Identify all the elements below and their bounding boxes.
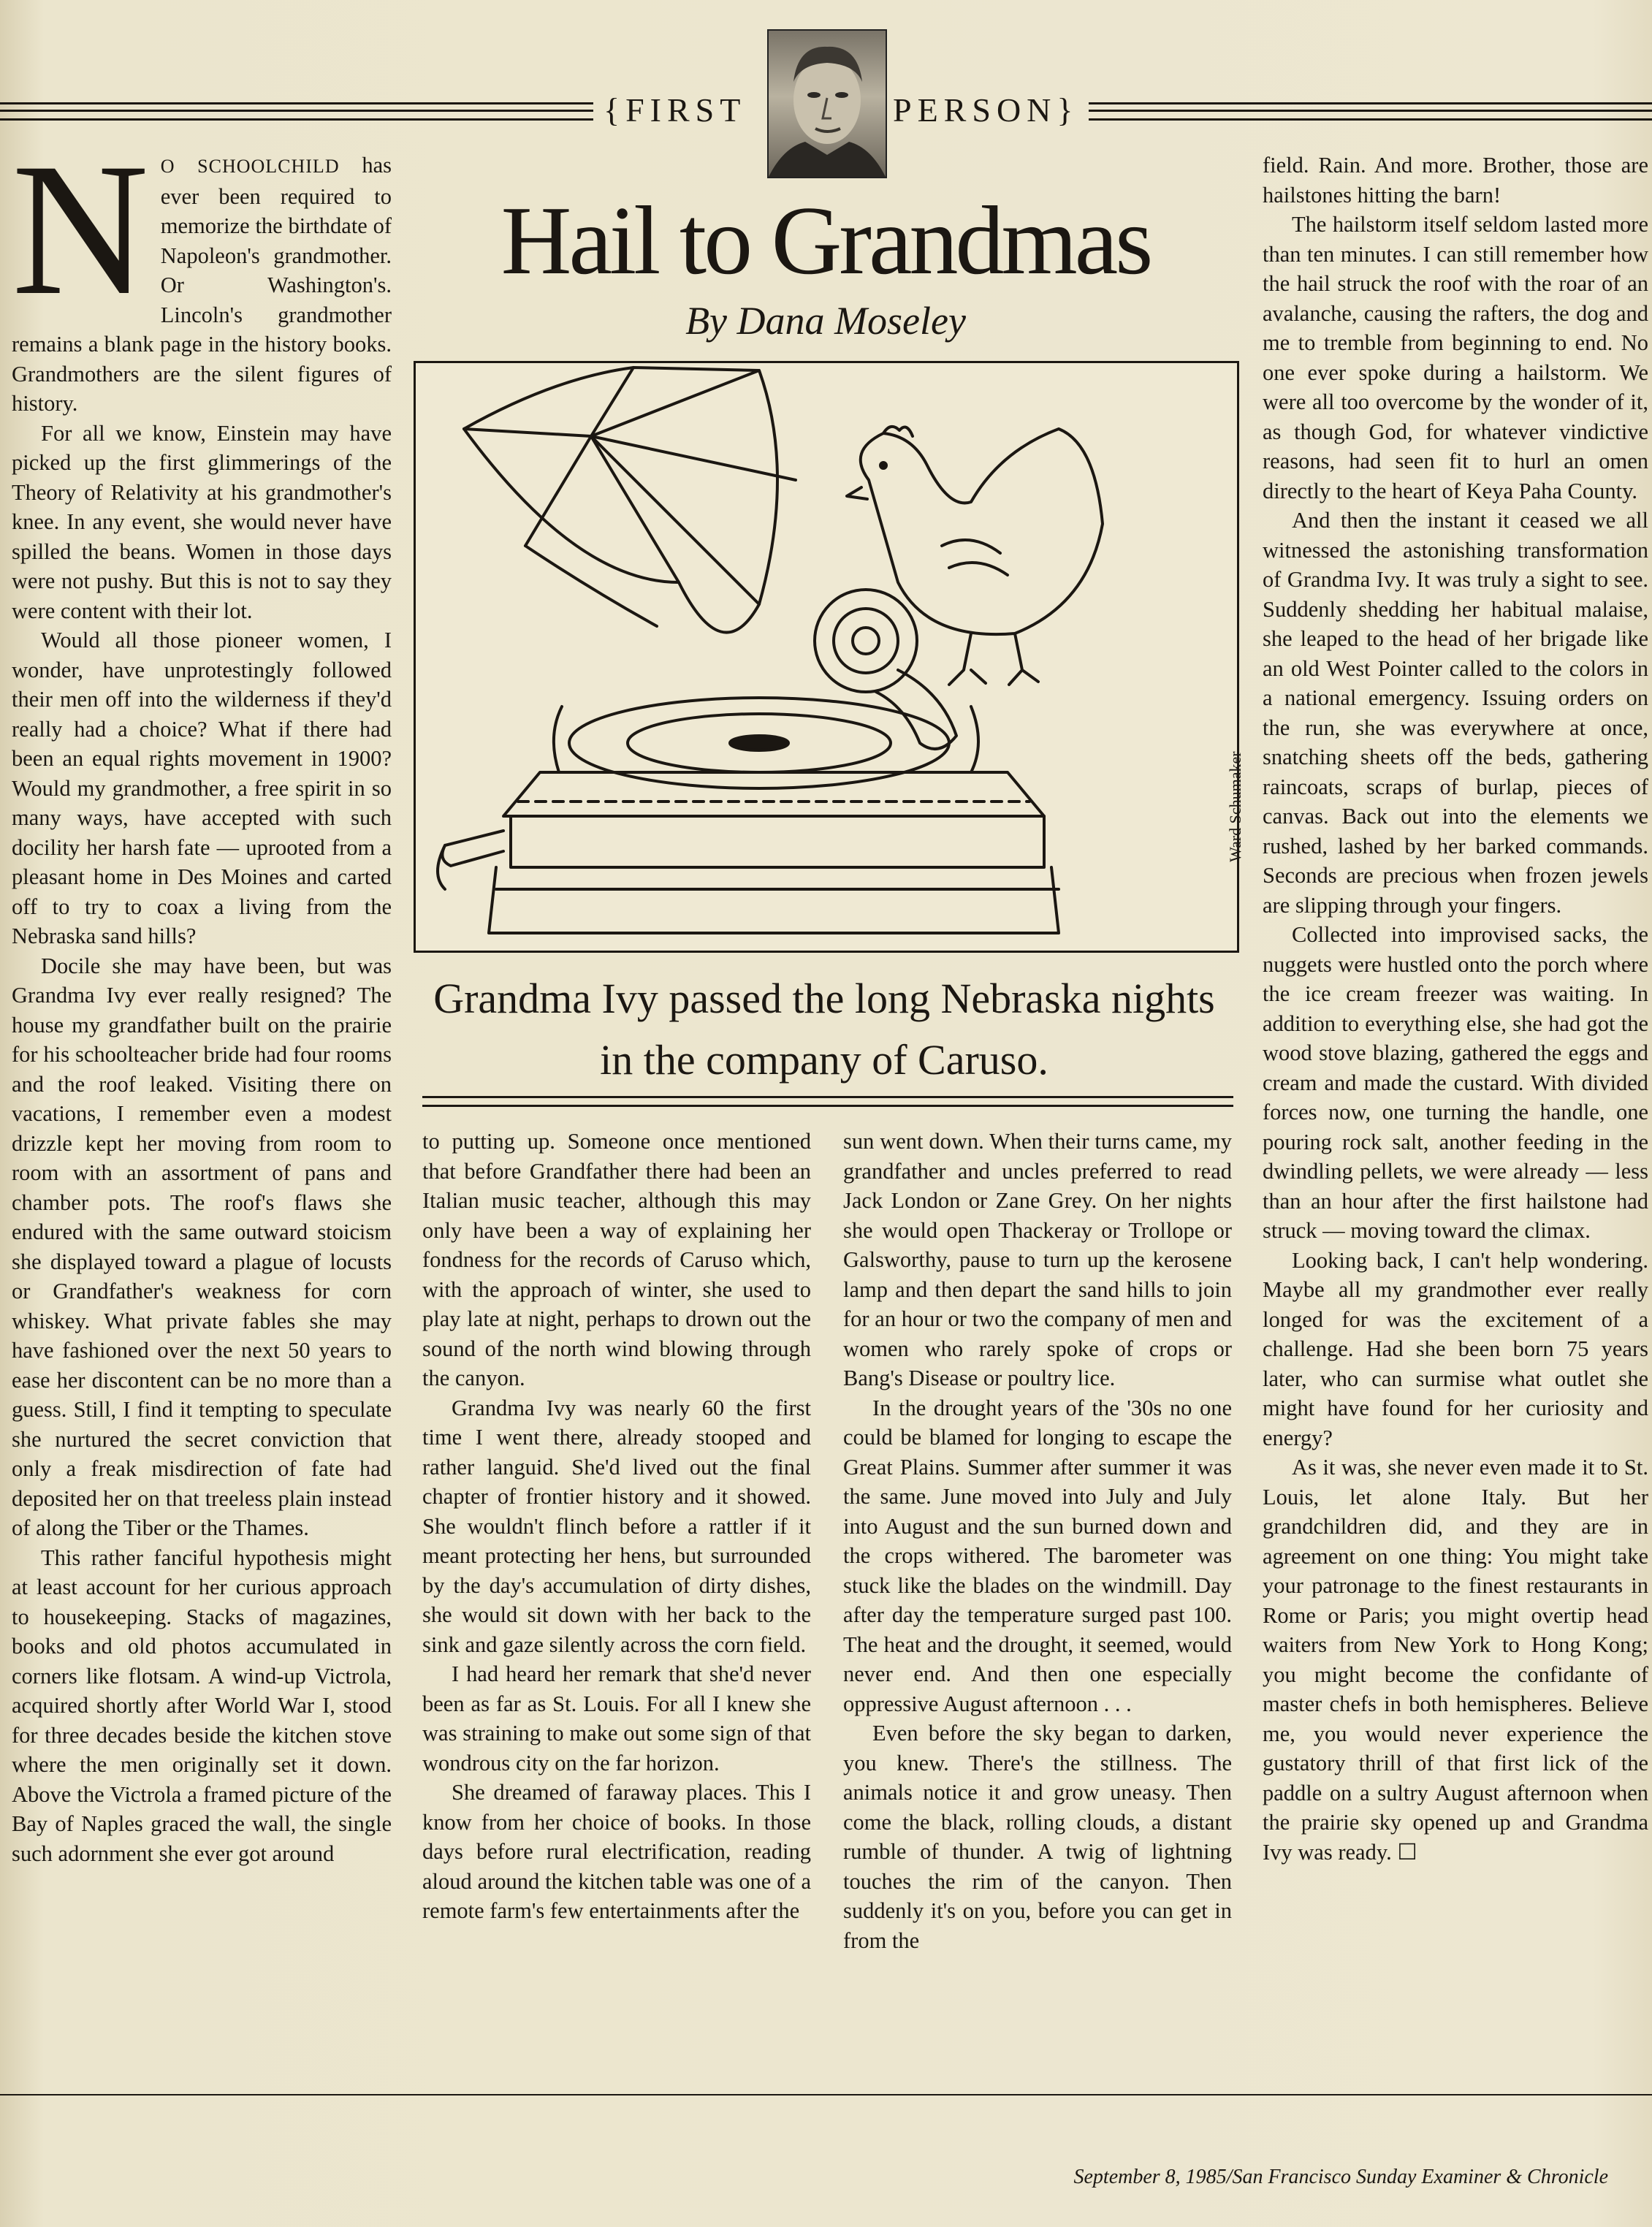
- paragraph: Docile she may have been, but was Grandma Ivy ever really resigned? The house my grandfather built on the prairie for his schoolteacher bride had four rooms and the roof leaked. Visiting there on vacations, I remember even a modest drizzle kept her moving from room to room with an assortment of pans and chamber pots. The roof's flaws she endured with the same outward stoicism she displayed toward a plague of locusts or Grandfather's weakness for corn whiskey. What private fables she may have fashioned over the next 50 years to ease her discontent can be no more than a guess. Still, I find it tempting to speculate she nurtured the secret conviction that only a freak misdirection of fate had deposited her on that treeless plain instead of along the Tiber or the Thames.: [12, 953, 392, 1540]
- paragraph: In the drought years of the '30s no one could be blamed for longing to escape the Great Plains. Summer after summer it was the same. June moved into July and July into August and the sun burned down and the crops withered. The barometer was stuck like the blades on the windmill. Day after day the temperature surged past 100. The heat and the drought, it seemed, would never end. And then one especially oppressive August afternoon . . .: [843, 1395, 1232, 1716]
- text-column-1: [12, 124, 392, 1868]
- footer-rule: [0, 2094, 1652, 2095]
- paragraph-text: has ever been required to memorize the birthdate of Napoleon's grandmother. Or Washington's. Lincoln's grandmother remains a blank page in the history books. Grandmothers are the silent figures of history.: [12, 153, 392, 416]
- paragraph: Looking back, I can't help wondering. Maybe all my grandmother ever really longed for was the excitement of a challenge. Had she been born 75 years later, who can surmise what outlet she might have found for her curiosity and energy?: [1263, 1247, 1648, 1450]
- paragraph: The hailstorm itself seldom lasted more than ten minutes. I can still remember how the hail struck the roof with the roar of an avalanche, causing the rafters, the dog and me to tremble from beginning to end. No one ever spoke during a hailstorm. We were all too overcome by the wonder of it, as though God, for whatever vindictive reasons, had seen fit to hurl an omen directly to the heart of Keya Paha County.: [1263, 212, 1648, 503]
- paragraph: Would all those pioneer women, I wonder, have unprotestingly followed their men off into the wilderness if they'd really had a choice? What if there had been an equal rights movement in 1900? Would my grandmother, a free spirit in so many ways, have accepted with such docility her harsh fate — uprooted from a pleasant home in Des Moines and carted off to try to coax a living from the Nebraska sand hills?: [12, 628, 392, 948]
- caption-rule: [422, 1096, 1233, 1098]
- paragraph: sun went down. When their turns came, my grandfather and uncles preferred to read Jack London or Zane Grey. On her nights she would open Thackeray or Trollope or Galsworthy, pause to turn up the kerosene lamp and then depart the sand hills to join for an hour or two the company of men and women who rarely spoke of crops or Bang's Disease or poultry lice.: [843, 1129, 1232, 1390]
- header-rule: [0, 118, 593, 121]
- header-rule: [0, 102, 593, 104]
- byline: By Dana Moseley: [685, 299, 966, 343]
- victrola-hen-illustration: [414, 361, 1239, 953]
- text-column-3: [843, 1127, 1232, 1955]
- paragraph: to putting up. Someone once mentioned that before Grandfather there had been an Italian music teacher, although this may only have been a way of explaining her fondness for the records of Caruso which, with the approach of winter, she used to play late at night, perhaps to drown out the sound of the north wind blowing through the canyon.: [422, 1129, 811, 1390]
- paragraph-text: As it was, she never even made it to St. Louis, let alone Italy. But her grandchildren did, and they are in agreement on one thing: You might take your patronage to the finest restaurants in Rome or Paris; you might overtip head waiters from New York to Hong Kong; you might become the confidante of master chefs in both hemispheres. Believe me, you would never experience the gustatory thrill of that first lick of the paddle on a sultry August afternoon when the prairie sky opened up and Grandma Ivy was ready.: [1263, 1455, 1648, 1865]
- header-rule: [0, 110, 593, 112]
- article-title: Hail to Grandmas: [500, 186, 1151, 294]
- author-portrait-icon: [767, 29, 887, 178]
- illustration-caption: Grandma Ivy passed the long Nebraska nights in the company of Caruso.: [433, 975, 1215, 1084]
- paragraph: [12, 124, 392, 419]
- paragraph: Grandma Ivy was nearly 60 the first time I went there, already stooped and rather languid. She'd lived out the final chapter of frontier history and it showed. She wouldn't flinch before a rattler if it meant protecting her hens, but surrounded by the day's accumulation of dirty dishes, she would sit down with her back to the sink and gaze silently across the corn field.: [422, 1395, 811, 1657]
- illustration-credit: Ward Schumaker: [1226, 751, 1244, 862]
- drop-cap: N: [12, 124, 149, 335]
- header-rule: [1089, 118, 1652, 121]
- section-kicker-left: {FIRST: [604, 91, 747, 129]
- folio-line: September 8, 1985/San Francisco Sunday Examiner & Chronicle: [1073, 2166, 1608, 2188]
- paragraph: For all we know, Einstein may have picked up the first glimmerings of the Theory of Relativity at his grandmother's knee. In any event, she would never have spilled the beans. Women in those days were not pushy. But this is not to say they were content with their lot.: [12, 420, 392, 623]
- lead-in-caps: O SCHOOLCHILD: [160, 156, 340, 177]
- paragraph: field. Rain. And more. Brother, those are hailstones hitting the barn!: [1263, 153, 1648, 208]
- text-column-4: [1263, 151, 1648, 1867]
- paragraph: Collected into improvised sacks, the nuggets were hustled onto the porch where the ice cream freezer was waiting. In addition to everything else, she had got the wood stove blazing, gathered the eggs and cream and made the custard. With divided forces now, one turning the handle, one pouring rock salt, another feeding in the dwindling pellets, we were already — less than an hour after the first hailstone had struck — moving toward the climax.: [1263, 922, 1648, 1243]
- section-kicker-right: PERSON}: [893, 91, 1079, 129]
- header-rule: [1089, 102, 1652, 104]
- end-mark-icon: ☐: [1397, 1839, 1417, 1865]
- paragraph: [1263, 1453, 1648, 1867]
- paragraph: Even before the sky began to darken, you knew. There's the stillness. The animals notice it and grow uneasy. Then come the black, rolling clouds, a distant rumble of thunder. A twig of lightning touches the rim of the canyon. Then suddenly it's on you, before you can get in from the: [843, 1721, 1232, 1953]
- paragraph: And then the instant it ceased we all witnessed the astonishing transformation of Grandma Ivy. It was truly a sight to see. Suddenly shedding her habitual malaise, she leaped to the head of her brigade like an old West Pointer called to the colors in a national emergency. Issuing orders on the run, she was everywhere at once, snatching sheets off the beds, gathering raincoats, scraps of burlap, pieces of canvas. Back out into the elements we rushed, lashed by her barked commands. Seconds are precious when frozen jewels are slipping through your fingers.: [1263, 508, 1648, 918]
- paragraph: I had heard her remark that she'd never been as far as St. Louis. For all I knew she was straining to make out some sign of that wondrous city on the far horizon.: [422, 1661, 811, 1775]
- paragraph: She dreamed of faraway places. This I know from her choice of books. In those days before rural electrification, reading aloud around the kitchen table was one of a remote farm's few entertainments after the: [422, 1780, 811, 1923]
- text-column-2: [422, 1127, 811, 1926]
- header-rule: [1089, 110, 1652, 112]
- paragraph: This rather fanciful hypothesis might at least account for her curious approach to housekeeping. Stacks of magazines, books and old photos accumulated in corners like flotsam. A wind-up Victrola, acquired shortly after World War I, stood for three decades beside the kitchen stove where the men originally set it down. Above the Victrola a framed picture of the Bay of Naples graced the wall, the single such adornment she ever got around: [12, 1545, 392, 1866]
- caption-rule: [422, 1105, 1233, 1107]
